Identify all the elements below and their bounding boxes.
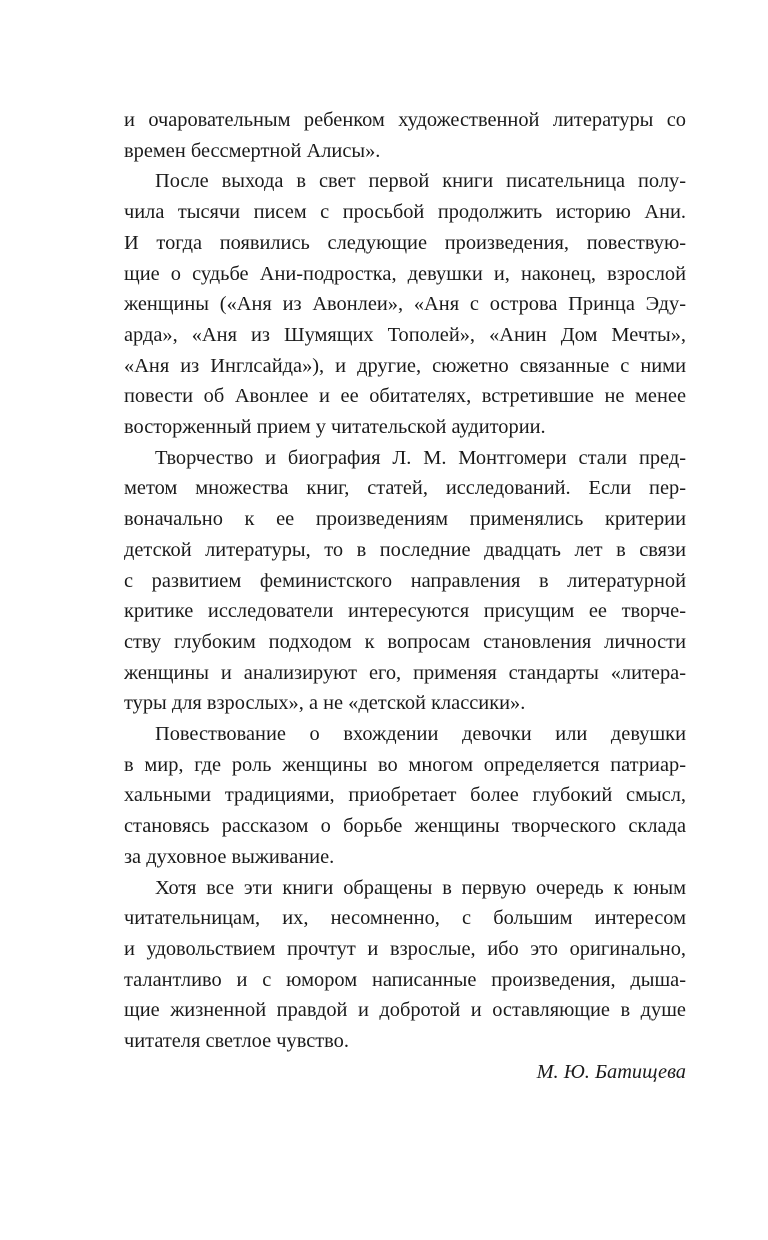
text-line: женщины («Аня из Авонлеи», «Аня с острова Принца Эду- xyxy=(124,293,686,316)
text-line: за духовное выживание. xyxy=(124,845,335,868)
text-line: детской литературы, то в последние двадцать лет в связи xyxy=(124,538,686,561)
text-line: женщины и анализируют его, применяя стандарты «литера- xyxy=(124,661,686,684)
text-line: метом множества книг, статей, исследований. Если пер- xyxy=(124,477,686,500)
text-line: ству глубоким подходом к вопросам становления личности xyxy=(124,630,686,653)
text-line: критике исследователи интересуются присущим ее творче- xyxy=(124,600,686,623)
paragraph xyxy=(124,105,686,166)
text-line: арда», «Аня из Шумящих Тополей», «Анин Дом Мечты», xyxy=(124,323,686,346)
text-line: «Аня из Инглсайда»), и другие, сюжетно связанные с ними xyxy=(124,354,686,377)
text-line: с развитием феминистского направления в литературной xyxy=(124,569,686,592)
paragraph xyxy=(124,873,686,1057)
text-line: туры для взрослых», а не «детской классики». xyxy=(124,692,526,715)
text-line: Хотя все эти книги обращены в первую очередь к юным xyxy=(155,876,686,899)
text-line: И тогда появились следующие произведения, повествую- xyxy=(124,231,686,254)
text-line: читателя светлое чувство. xyxy=(124,1030,349,1053)
text-line: чила тысячи писем с просьбой продолжить историю Ани. xyxy=(124,201,686,224)
text-line: Повествование о вхождении девочки или девушки xyxy=(155,723,686,746)
text-line: щие жизненной правдой и добротой и оставляющие в душе xyxy=(124,999,686,1022)
text-line: восторженный прием у читательской аудитории. xyxy=(124,416,546,439)
text-line: в мир, где роль женщины во многом определяется патриар- xyxy=(124,753,686,776)
text-line: становясь рассказом о борьбе женщины творческого склада xyxy=(124,815,686,838)
paragraph xyxy=(124,719,686,873)
text-line: времен бессмертной Алисы». xyxy=(124,139,381,162)
text-line: хальными традициями, приобретает более глубокий смысл, xyxy=(124,784,686,807)
document-page xyxy=(124,105,686,1088)
text-line: После выхода в свет первой книги писательница полу- xyxy=(155,170,686,193)
text-line: Творчество и биография Л. М. Монтгомери стали пред- xyxy=(155,446,686,469)
text-line: щие о судьбе Ани-подростка, девушки и, наконец, взрослой xyxy=(124,262,686,285)
text-line: повести об Авонлее и ее обитателях, встретившие не менее xyxy=(124,385,686,408)
paragraph xyxy=(124,166,686,442)
text-line: и удовольствием прочтут и взрослые, ибо это оригинально, xyxy=(124,937,686,960)
text-line: и очаровательным ребенком художественной литературы со xyxy=(124,109,686,131)
text-line: читательницам, их, несомненно, с большим интересом xyxy=(124,907,686,930)
paragraph xyxy=(124,443,686,719)
text-line: воначально к ее произведениям применялись критерии xyxy=(124,508,686,531)
text-line: талантливо и с юмором написанные произведения, дыша- xyxy=(124,968,686,991)
author-signature: М. Ю. Батищева xyxy=(536,1060,686,1083)
